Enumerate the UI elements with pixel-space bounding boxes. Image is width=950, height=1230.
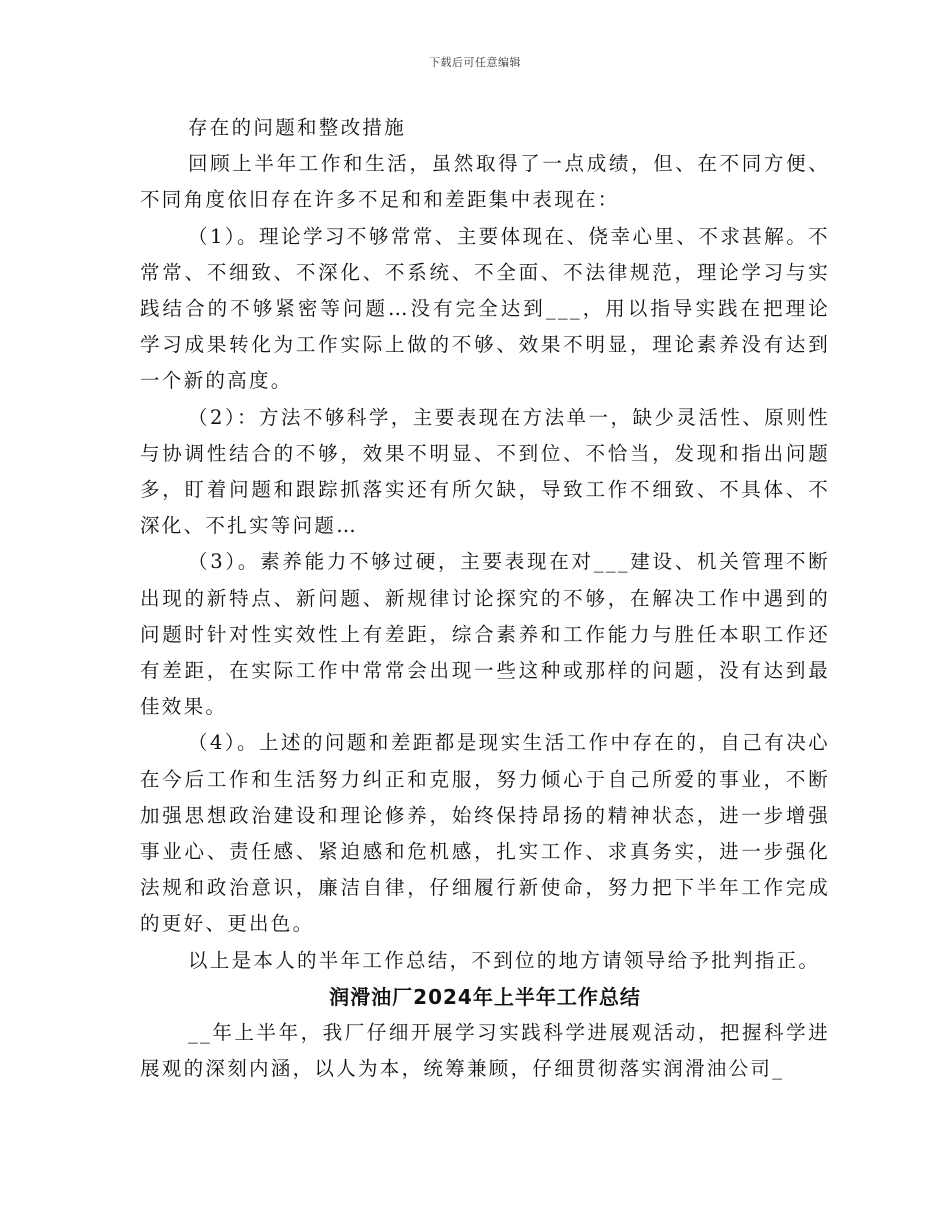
- paragraph-intro: 回顾上半年工作和生活，虽然取得了一点成绩，但、在不同方便、不同角度依旧存在许多不足和和差距集中表现在：: [140, 152, 830, 212]
- document-title: 润滑油厂2024年上半年工作总结: [329, 984, 641, 1009]
- paragraph-item-2: （2）：方法不够科学，主要表现在方法单一，缺少灵活性、原则性与协调性结合的不够，效果不明显、不到位、不恰当，发现和指出问题多，盯着问题和跟踪抓落实还有所欠缺，导致工作不细致、不具体、不深化、不扎实等问题…: [140, 405, 830, 538]
- document-body: [140, 110, 830, 1087]
- paragraph-item-3: （3）。素养能力不够过硬，主要表现在对___建设、机关管理不断出现的新特点、新问题、新规律讨论探究的不够，在解决工作中遇到的问题时针对性实效性上有差距，综合素养和工作能力与胜任本职工作还有差距，在实际工作中常常会出现一些这种或那样的问题，没有达到最佳效果。: [140, 550, 830, 719]
- paragraph-item-4: （4）。上述的问题和差距都是现实生活工作中存在的，自己有决心在今后工作和生活努力纠正和克服，努力倾心于自己所爱的事业，不断加强思想政治建设和理论修养，始终保持昂扬的精神状态，进一步增强事业心、责任感、紧迫感和危机感，扎实工作、求真务实，进一步强化法规和政治意识，廉洁自律，仔细履行新使命，努力把下半年工作完成的更好、更出色。: [140, 731, 830, 936]
- paragraph-summary-start: __年上半年，我厂仔细开展学习实践科学进展观活动，把握科学进展观的深刻内涵，以人为本，统筹兼顾，仔细贯彻落实润滑油公司_: [140, 1021, 830, 1081]
- paragraph-closing: 以上是本人的半年工作总结，不到位的地方请领导给予批判指正。: [188, 948, 821, 972]
- paragraph-item-1: （1）。理论学习不够常常、主要体现在、侥幸心里、不求甚解。不常常、不细致、不深化、不系统、不全面、不法律规范，理论学习与实践结合的不够紧密等问题…没有完全达到___，用以指导实践在把理论学习成果转化为工作实际上做的不够、效果不明显，理论素养没有达到一个新的高度。: [140, 224, 830, 393]
- section-heading: 存在的问题和整改措施: [188, 116, 407, 139]
- page-header-note: 下载后可任意编辑: [429, 56, 521, 69]
